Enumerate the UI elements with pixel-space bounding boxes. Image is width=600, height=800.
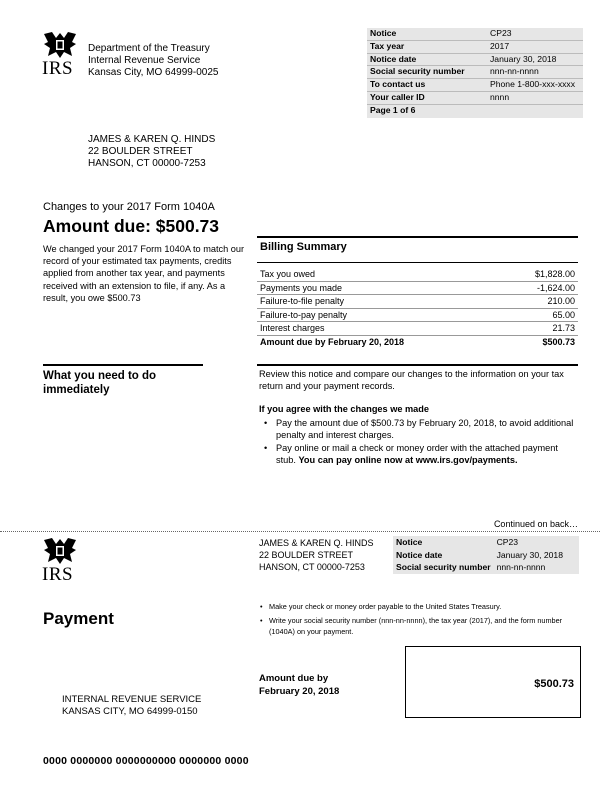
amount-due-heading: Amount due: $500.73 — [43, 216, 220, 236]
irs-logo-stub — [42, 536, 82, 584]
sender-line: Internal Revenue Service — [88, 55, 201, 66]
bullet-icon: • — [260, 615, 263, 625]
agree-heading: If you agree with the changes we made — [259, 404, 430, 414]
billing-summary — [257, 236, 578, 349]
sender-line: Department of the Treasury — [88, 43, 210, 54]
bullet-icon: • — [260, 602, 263, 611]
action-bullet — [259, 417, 579, 441]
notice-info-box — [367, 28, 583, 118]
section-divider-left — [43, 364, 203, 366]
bullet-text: Write your social security number (nnn-nn-nnnn), the tax year (2017), and the form number (1040A) on your payment. — [269, 615, 563, 636]
amount-enclosed-box[interactable] — [405, 646, 581, 718]
billing-row: Payments you made -1,624.00 — [257, 281, 578, 295]
stub-amount-label: Amount due by February 20, 2018 — [259, 673, 340, 697]
stub-amount-value: $500.73 — [534, 678, 574, 690]
action-content — [259, 368, 579, 467]
notice-row: Notice CP23 — [367, 28, 583, 40]
stub-recipient-line: 22 BOULDER STREET — [259, 550, 354, 560]
billing-row: Failure-to-pay penalty 65.00 — [257, 308, 578, 322]
notice-row: Notice date January 30, 2018 — [367, 53, 583, 66]
eagle-icon — [42, 536, 78, 566]
summary-paragraph: We changed your 2017 Form 1040A to match our record of your estimated tax payments, credits applied from another tax year, and payments received with an extension to file, if any. As a result, you owe $500.73 — [43, 244, 245, 303]
notice-row: Your caller ID nnnn — [367, 91, 583, 104]
scanline: 0000 0000000 0000000000 0000000 0000 — [43, 755, 249, 767]
notice-row: Tax year 2017 — [367, 40, 583, 53]
notice-row: Social security number nnn-nn-nnnn — [367, 66, 583, 79]
recipient-line: HANSON, CT 00000-7253 — [88, 158, 206, 169]
stub-row: Social security number nnn-nn-nnnn — [396, 562, 546, 572]
recipient-address — [88, 134, 215, 170]
section-divider-right — [257, 364, 578, 366]
bullet-icon: • — [264, 418, 268, 428]
tear-line — [0, 531, 600, 532]
remit-line: INTERNAL REVENUE SERVICE — [62, 694, 202, 705]
page-number-row: Page 1 of 6 — [370, 104, 416, 115]
eagle-icon — [42, 30, 78, 60]
bullet-icon: • — [264, 443, 268, 453]
stub-notice-box — [393, 536, 579, 574]
action-heading: What you need to do immediately — [43, 370, 157, 396]
bullet-text: Make your check or money order payable to the United States Treasury. — [269, 602, 502, 611]
billing-title: Billing Summary — [257, 241, 578, 263]
remit-line: KANSAS CITY, MO 64999-0150 — [62, 706, 198, 717]
billing-total-row: Amount due by February 20, 2018 $500.73 — [257, 335, 578, 348]
billing-row: Interest charges 21.73 — [257, 322, 578, 336]
recipient-line: JAMES & KAREN Q. HINDS — [88, 134, 216, 145]
stub-recipient-line: JAMES & KAREN Q. HINDS — [259, 538, 374, 548]
payment-bullet — [259, 601, 579, 613]
bullet-text: Pay online or mail a check or money order with the attached payment stub. — [276, 443, 558, 465]
irs-wordmark: IRS — [42, 564, 74, 585]
payment-title: Payment — [43, 609, 114, 628]
irs-wordmark: IRS — [42, 58, 74, 79]
continued-note: Continued on back… — [493, 519, 578, 529]
pay-online-text: You can pay online now at www.irs.gov/payments. — [298, 455, 518, 465]
review-text: Review this notice and compare our changes to the information on your tax return and your payment records. — [259, 369, 564, 391]
sender-line: Kansas City, MO 64999-0025 — [88, 67, 219, 78]
irs-logo — [42, 30, 82, 78]
form-subtitle: Changes to your 2017 Form 1040A — [43, 201, 215, 213]
sender-address — [88, 43, 218, 79]
billing-row: Failure-to-file penalty 210.00 — [257, 295, 578, 309]
stub-recipient-line: HANSON, CT 00000-7253 — [259, 562, 365, 572]
bullet-text: Pay the amount due of $500.73 by February 20, 2018, to avoid additional penalty and interest charges. — [276, 418, 574, 440]
irs-remit-address — [62, 694, 201, 718]
stub-row: Notice CP23 — [396, 537, 519, 547]
stub-row: Notice date January 30, 2018 — [396, 549, 563, 560]
recipient-line: 22 BOULDER STREET — [88, 146, 193, 157]
payment-instructions — [259, 601, 579, 640]
stub-recipient-address — [259, 537, 374, 573]
billing-row: Tax you owed $1,828.00 — [257, 268, 578, 281]
action-bullet — [259, 442, 579, 466]
payment-bullet — [259, 615, 579, 638]
notice-row: To contact us Phone 1-800-xxx-xxxx — [367, 79, 583, 92]
